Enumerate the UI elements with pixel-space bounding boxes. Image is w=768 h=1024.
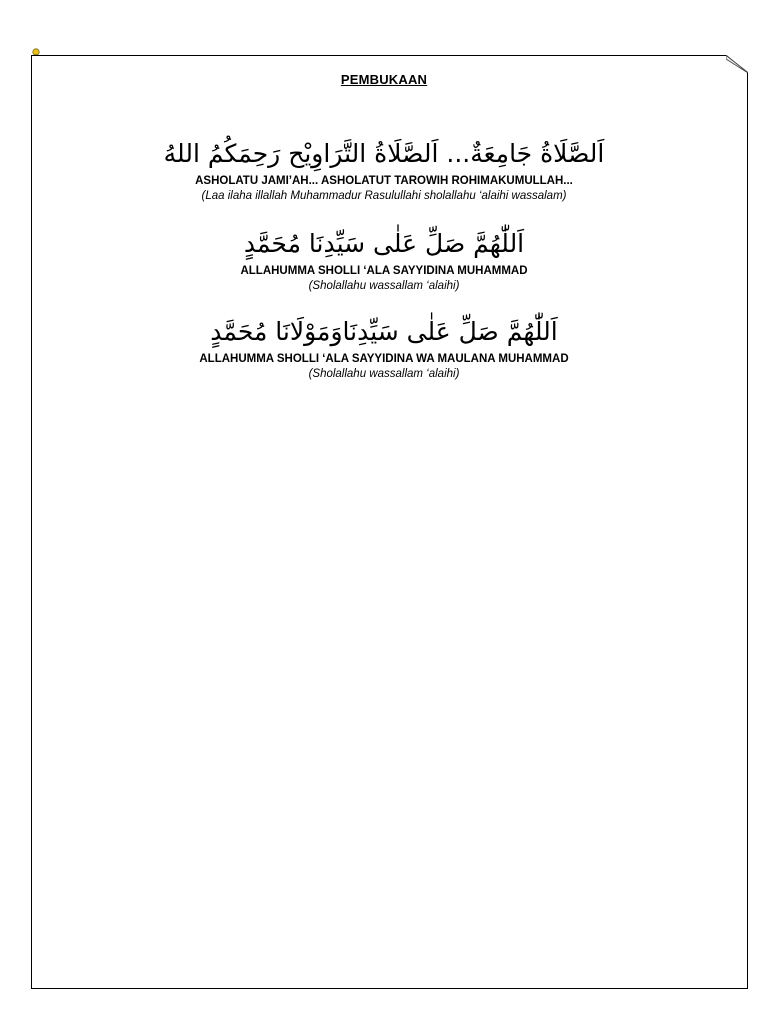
arabic-text: اَلصَّلَاةُ جَامِعَةٌ... اَلصَّلَاةُ التَّرَاوِيْح رَحِمَكُمُ اللهُ: [163, 139, 605, 168]
latin-transliteration: ASHOLATU JAMI’AH... ASHOLATUT TAROWIH ROHIMAKUMULLAH...: [195, 175, 573, 187]
section-2: [0, 227, 768, 294]
latin-transliteration: ALLAHUMMA SHOLLI ‘ALA SAYYIDINA MUHAMMAD: [240, 265, 528, 277]
latin-transliteration: ALLAHUMMA SHOLLI ‘ALA SAYYIDINA WA MAULANA MUHAMMAD: [199, 353, 569, 365]
response-text: (Laa ilaha illallah Muhammadur Rasulullahi sholallahu ‘alaihi wassalam): [201, 190, 567, 202]
response-text: (Sholallahu wassallam ‘alaihi): [308, 368, 460, 380]
response-text: (Sholallahu wassallam ‘alaihi): [308, 280, 460, 292]
section-3: [0, 315, 768, 382]
page-corner-fold-icon: [726, 55, 748, 73]
page-title: PEMBUKAAN: [340, 72, 428, 87]
arabic-text: اَللّٰهُمَّ صَلِّ عَلٰى سَيِّدِنَاوَمَوْلَانَا مُحَمَّدٍ: [210, 317, 558, 346]
section-1: [0, 137, 768, 204]
arabic-text: اَللّٰهُمَّ صَلِّ عَلٰى سَيِّدِنَا مُحَمَّدٍ: [243, 229, 525, 258]
